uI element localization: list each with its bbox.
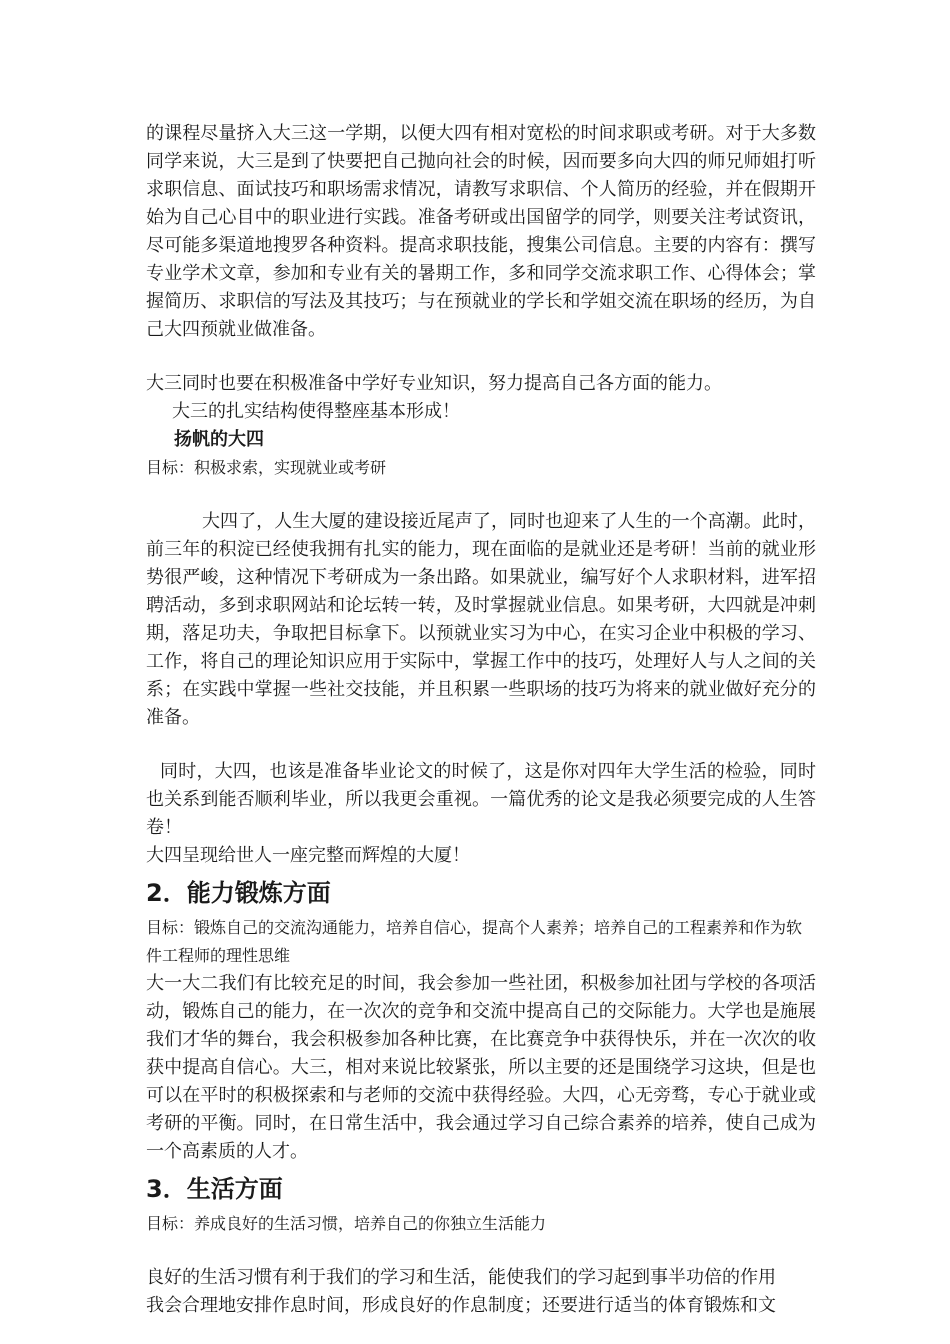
section-3-body-line-1: 良好的生活习惯有利于我们的学习和生活，能使我们的学习起到事半功倍的作用 xyxy=(146,1267,776,1288)
paragraph-intro: 的课程尽量挤入大三这一学期，以便大四有相对宽松的时间求职或考研。对于大多数同学来说，大三是到了快要把自己抛向社会的时候，因而要多向大四的师兄师姐打听求职信息、面试技巧和职场需求情况，请教写求职信、个人简历的经验，并在假期开始为自己心目中的职业进行实践。准备考研或出国留学的同学，则要关注考试资讯，尽可能多渠道地搜罗各种资料。提高求职技能，搜集公司信息。主要的内容有：撰写专业学术文章，参加和专业有关的暑期工作，多和同学交流求职工作、心得体会；掌握简历、求职信的写法及其技巧；与在预就业的学长和学姐交流在职场的经历，为自己大四预就业做准备。 xyxy=(146,123,816,340)
section-2-goal: 目标：锻炼自己的交流沟通能力，培养自信心，提高个人素养；培养自己的工程素养和作为软件工程师的理性思维 xyxy=(146,918,803,965)
spacer xyxy=(146,344,816,370)
section-3-title: 3．生活方面 xyxy=(146,1175,283,1203)
spacer xyxy=(146,732,816,758)
document-page xyxy=(146,120,816,1320)
section-3-goal: 目标：养成良好的生活习惯，培养自己的你独立生活能力 xyxy=(146,1214,547,1233)
section-2-body: 大一大二我们有比较充足的时间，我会参加一些社团，积极参加社团与学校的各项活动，锻炼自己的能力，在一次次的竞争和交流中提高自己的交际能力。大学也是施展我们才华的舞台，我会积极参加各种比赛，在比赛竞争中获得快乐，并在一次次的收获中提高自信心。大三，相对来说比较紧张，所以主要的还是围绕学习这块，但是也可以在平时的积极探索和与老师的交流中获得经验。大四，心无旁骛，专心于就业或考研的平衡。同时，在日常生活中，我会通过学习自己综合素养的培养，使自己成为一个高素质的人才。 xyxy=(146,973,816,1162)
senior-paragraph-3: 大四呈现给世人一座完整而辉煌的大厦！ xyxy=(146,845,470,866)
spacer xyxy=(146,482,816,508)
senior-goal: 目标：积极求索，实现就业或考研 xyxy=(146,458,387,477)
senior-paragraph-2: 同时，大四，也该是准备毕业论文的时候了，这是你对四年大学生活的检验，同时也关系到能否顺利毕业，所以我更会重视。一篇优秀的论文是我必须要完成的人生答卷！ xyxy=(146,761,816,838)
paragraph-junior-1: 大三同时也要在积极准备中学好专业知识，努力提高自己各方面的能力。 xyxy=(146,373,722,394)
senior-heading: 扬帆的大四 xyxy=(174,429,264,450)
section-3-body-line-2: 我会合理地安排作息时间，形成良好的作息制度；还要进行适当的体育锻炼和文 xyxy=(146,1295,776,1316)
senior-paragraph-1: 大四了，人生大厦的建设接近尾声了，同时也迎来了人生的一个高潮。此时，前三年的积淀已经使我拥有扎实的能力，现在面临的是就业还是考研！当前的就业形势很严峻，这种情况下考研成为一条出路。如果就业，编写好个人求职材料，进军招聘活动，多到求职网站和论坛转一转，及时掌握就业信息。如果考研，大四就是冲刺期，落足功夫，争取把目标拿下。以预就业实习为中心，在实习企业中积极的学习、工作，将自己的理论知识应用于实际中，掌握工作中的技巧，处理好人与人之间的关系；在实践中掌握一些社交技能，并且积累一些职场的技巧为将来的就业做好充分的准备。 xyxy=(146,511,816,728)
spacer xyxy=(146,1238,816,1264)
paragraph-junior-2: 大三的扎实结构使得整座基本形成！ xyxy=(172,401,460,422)
section-2-title: 2．能力锻炼方面 xyxy=(146,879,331,907)
